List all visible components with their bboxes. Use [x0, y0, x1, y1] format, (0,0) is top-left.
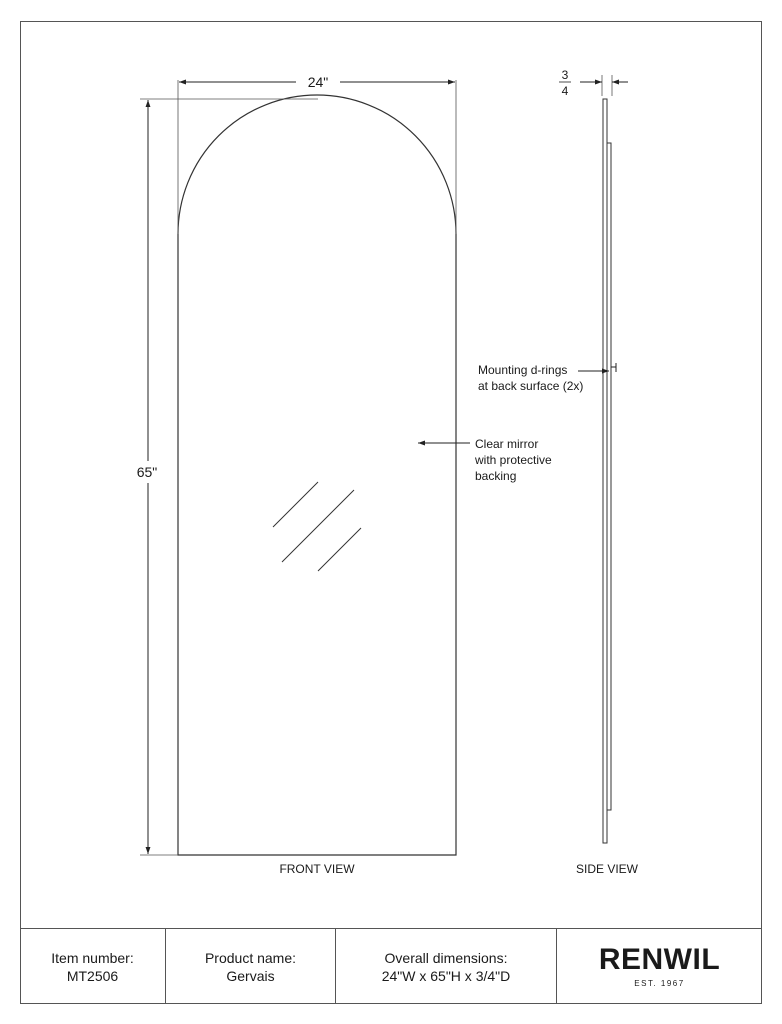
brand-name: RENWIL — [598, 942, 721, 976]
side-profile — [603, 99, 607, 843]
title-block — [20, 928, 762, 1004]
mirror-note-line2: with protective — [475, 453, 552, 467]
brand-est: EST. 1967 — [634, 978, 685, 988]
product-name-value: Gervais — [226, 967, 275, 984]
front-view-label: FRONT VIEW — [279, 862, 355, 876]
side-view-label: SIDE VIEW — [575, 862, 639, 876]
reflection-line-1 — [273, 482, 318, 527]
item-number-value: MT2506 — [66, 967, 119, 984]
depth-numerator: 3 — [561, 68, 569, 82]
overall-dimensions-cell — [336, 929, 557, 1004]
reflection-line-3 — [318, 528, 361, 571]
depth-denominator: 4 — [561, 84, 569, 98]
item-number-cell — [20, 929, 166, 1004]
item-number-label: Item number: — [51, 949, 134, 966]
mounting-note-line1: Mounting d-rings — [478, 363, 568, 377]
product-name-cell — [166, 929, 336, 1004]
width-label: 24" — [307, 74, 329, 90]
mirror-note-line1: Clear mirror — [475, 437, 539, 451]
overall-dimensions-value: 24"W x 65"H x 3/4"D — [381, 967, 511, 984]
side-backing — [607, 143, 611, 810]
front-view — [133, 72, 552, 876]
mounting-note-line2: at back surface (2x) — [478, 379, 584, 393]
mirror-note-line3: backing — [475, 469, 517, 483]
mirror-outline — [178, 95, 456, 855]
height-label: 65" — [136, 464, 158, 480]
product-name-label: Product name: — [204, 949, 297, 966]
reflection-line-2 — [282, 490, 354, 562]
brand-logo — [557, 929, 762, 1004]
overall-dimensions-label: Overall dimensions: — [384, 949, 508, 966]
